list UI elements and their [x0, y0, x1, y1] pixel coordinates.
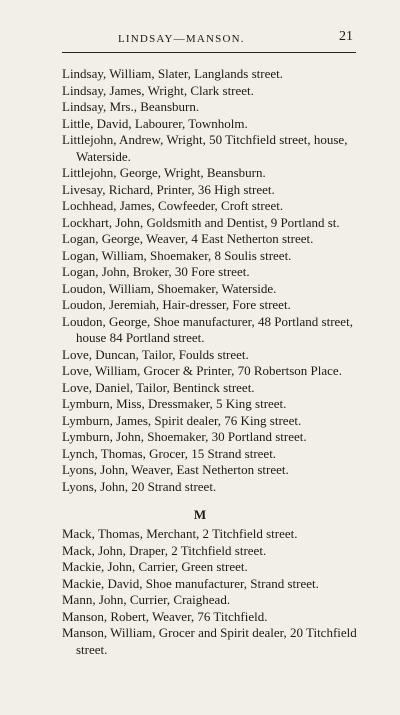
- directory-entry: Mack, John, Draper, 2 Titchfield street.: [62, 542, 267, 558]
- directory-entry: Livesay, Richard, Printer, 36 High street.: [62, 181, 275, 197]
- directory-entry: Lindsay, Mrs., Beansburn.: [62, 99, 200, 114]
- directory-entry: Lynch, Thomas, Grocer, 15 Strand street.: [62, 445, 277, 461]
- directory-entry: Manson, Robert, Weaver, 76 Titchfield.: [62, 608, 268, 624]
- directory-entry: Lockhart, John, Goldsmith and Dentist, 9 Portland st.: [62, 214, 340, 230]
- directory-entry: Mann, John, Currier, Craighead.: [62, 592, 231, 607]
- directory-entry: Logan, George, Weaver, 4 East Netherton street.: [62, 231, 314, 246]
- directory-entry: Mackie, John, Carrier, Green street.: [62, 559, 248, 574]
- directory-entry: Lyons, John, Weaver, East Netherton street.: [62, 462, 289, 477]
- directory-entry: Little, David, Labourer, Townholm.: [62, 115, 248, 131]
- m-entries-list: [62, 526, 360, 658]
- directory-entry: Love, Daniel, Tailor, Bentinck street.: [62, 379, 255, 395]
- directory-entry: Littlejohn, Andrew, Wright, 50 Titchfield street, house, Waterside.: [62, 132, 348, 164]
- directory-entry: Lyons, John, 20 Strand street.: [62, 478, 217, 494]
- directory-entry: Logan, John, Broker, 30 Fore street.: [62, 264, 250, 279]
- directory-entry: Lymburn, John, Shoemaker, 30 Portland street.: [62, 429, 307, 444]
- directory-entry: Littlejohn, George, Wright, Beansburn.: [62, 165, 266, 180]
- directory-entry: Lymburn, Miss, Dressmaker, 5 King street.: [62, 396, 287, 411]
- directory-entry: Mack, Thomas, Merchant, 2 Titchfield street.: [62, 526, 298, 541]
- directory-entry: Manson, William, Grocer and Spirit dealer, 20 Titchfield street.: [62, 625, 357, 657]
- directory-entry: Logan, William, Shoemaker, 8 Soulis street.: [62, 247, 292, 263]
- l-entries-list: [62, 66, 360, 495]
- directory-entry: Lindsay, William, Slater, Langlands street.: [62, 66, 283, 81]
- header-rule: [62, 52, 356, 53]
- directory-entry: Love, Duncan, Tailor, Foulds street.: [62, 346, 249, 362]
- directory-entry: Lymburn, James, Spirit dealer, 76 King street.: [62, 412, 302, 428]
- section-heading-m: M: [193, 507, 207, 522]
- running-head: LINDSAY—MANSON.: [118, 33, 245, 45]
- page-number: 21: [339, 29, 353, 44]
- directory-entry: Mackie, David, Shoe manufacturer, Strand street.: [62, 575, 319, 591]
- directory-entry: Lindsay, James, Wright, Clark street.: [62, 82, 254, 98]
- directory-entry: Love, William, Grocer & Printer, 70 Robertson Place.: [62, 363, 342, 378]
- directory-entry: Loudon, George, Shoe manufacturer, 48 Portland street, house 84 Portland street.: [62, 313, 353, 345]
- directory-entry: Loudon, Jeremiah, Hair-dresser, Fore street.: [62, 297, 291, 312]
- directory-entry: Lochhead, James, Cowfeeder, Croft street.: [62, 198, 284, 213]
- directory-entry: Loudon, William, Shoemaker, Waterside.: [62, 280, 277, 296]
